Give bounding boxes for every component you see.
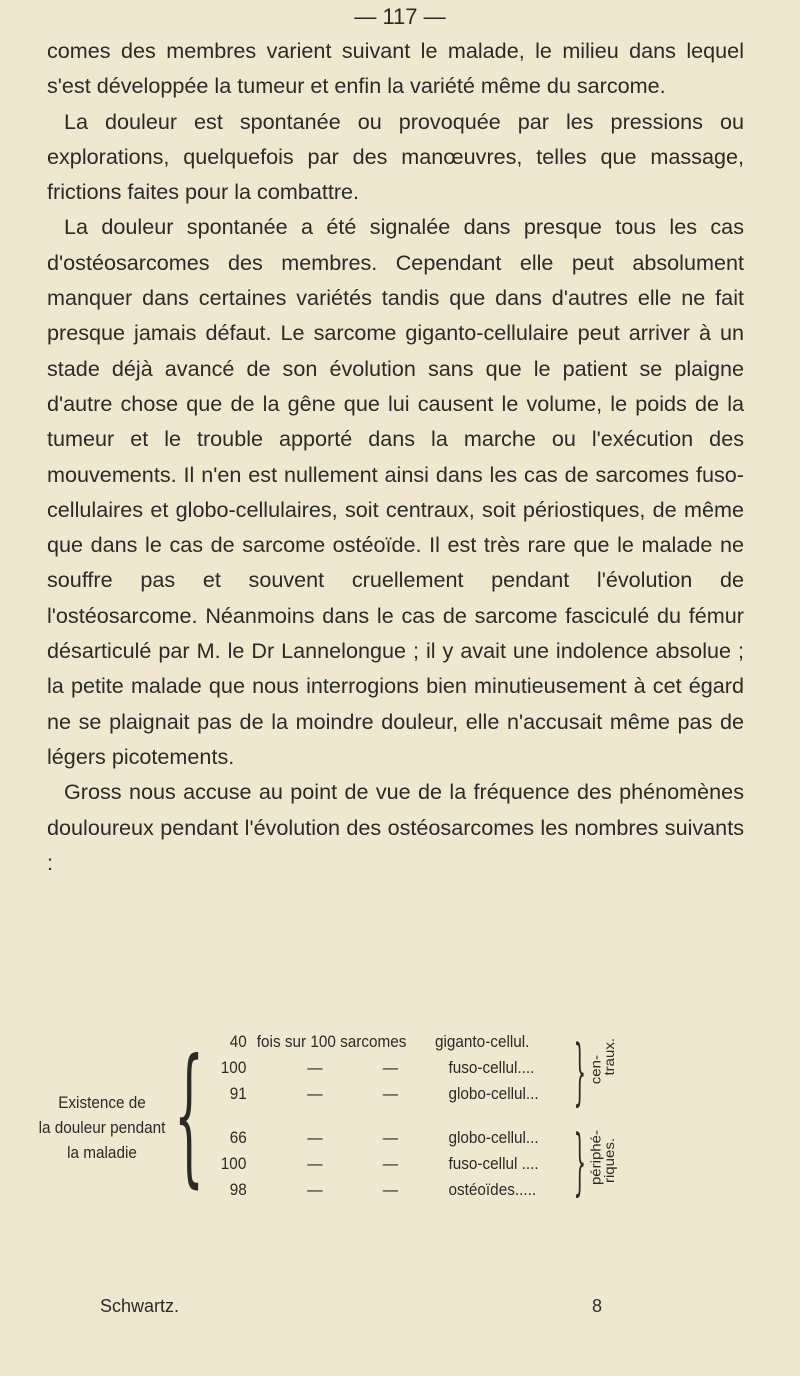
body-text [47, 33, 744, 880]
ditto-dash: — [307, 1084, 323, 1103]
ditto-dash: — [382, 1058, 399, 1077]
sarcoma-type: ostéoïdes..... [448, 1180, 537, 1199]
sarcoma-type: fuso-cellul.... [448, 1058, 535, 1077]
paragraph: La douleur spontanée a été signalée dans presque tous les cas d'ostéosarcomes des membres. Cependant elle peut absolument manquer dans certaines variétés tandis que dans d'autres elle ne fait presque jamais défaut. Le sarcome giganto-cellulaire peut arriver à un stade déjà avancé de son évolution sans que le patient se plaigne d'autre chose que de la gêne que lui causent le volume, le poids de la tumeur et le trouble apporté dans la marche ou l'exécution des mouvements. Il n'en est nullement ainsi dans les cas de sarcomes fuso-cellulaires et globo-cellulaires, soit centraux, soit périostiques, de même que dans le cas de sarcome ostéoïde. Il est très rare que le malade ne souffre pas et souvent cruellement pendant l'évolution de l'ostéosarcome. Néanmoins dans le cas de sarcome fasciculé du fémur désarticulé par M. le Dr Lannelongue ; il y avait une indolence absolue ; la petite malade que nous interrogions bien minutieusement à cet égard ne se plaignait pas de la moindre douleur, elle n'accusait même pas de légers picotements. [47, 214, 744, 769]
row-label: la douleur pendant [38, 1118, 166, 1137]
group-label-central: traux. [602, 1038, 618, 1076]
ditto-dash: — [307, 1154, 323, 1173]
sarcoma-type: globo-cellul... [448, 1084, 539, 1103]
ditto-dash: — [307, 1180, 323, 1199]
group-label-peripheral: riques. [602, 1138, 618, 1184]
left-brace: { [174, 1028, 205, 1202]
footer-author: Schwartz. [100, 1296, 180, 1316]
ditto-dash: — [382, 1180, 399, 1199]
row-label: Existence de [58, 1093, 146, 1112]
count: 40 [229, 1032, 247, 1051]
ditto-dash: — [307, 1128, 323, 1147]
sarcoma-type: giganto-cellul. [435, 1032, 530, 1051]
signature-mark: 8 [592, 1296, 603, 1316]
right-brace: } [573, 1029, 586, 1113]
statistics-table [30, 1030, 678, 1250]
right-brace: } [573, 1119, 586, 1203]
page-number: — 117 — [354, 4, 446, 29]
group-label-peripheral: périphé- [588, 1130, 605, 1186]
paragraph: Gross nous accuse au point de vue de la fréquence des phénomènes douloureux pendant l'évolution des ostéosarcomes les nombres suivants : [47, 779, 744, 875]
row-label: la maladie [67, 1143, 137, 1162]
count: 98 [229, 1180, 247, 1199]
ditto-dash: — [382, 1128, 399, 1147]
ditto-dash: — [382, 1154, 399, 1173]
row-text: fois sur 100 sarcomes [256, 1032, 407, 1051]
count: 91 [229, 1084, 247, 1103]
ditto-dash: — [307, 1058, 323, 1077]
group-label-central: cen- [588, 1055, 605, 1085]
count: 100 [220, 1154, 247, 1173]
count: 100 [220, 1058, 247, 1077]
ditto-dash: — [382, 1084, 399, 1103]
paragraph: comes des membres varient suivant le malade, le milieu dans lequel s'est développée la tumeur et enfin la variété même du sarcome. [47, 38, 744, 99]
sarcoma-type: globo-cellul... [448, 1128, 539, 1147]
paragraph: La douleur est spontanée ou provoquée par les pressions ou explorations, quelquefois par des manœuvres, telles que massage, frictions faites pour la combattre. [47, 108, 744, 205]
sarcoma-type: fuso-cellul .... [448, 1154, 539, 1173]
count: 66 [229, 1128, 247, 1147]
